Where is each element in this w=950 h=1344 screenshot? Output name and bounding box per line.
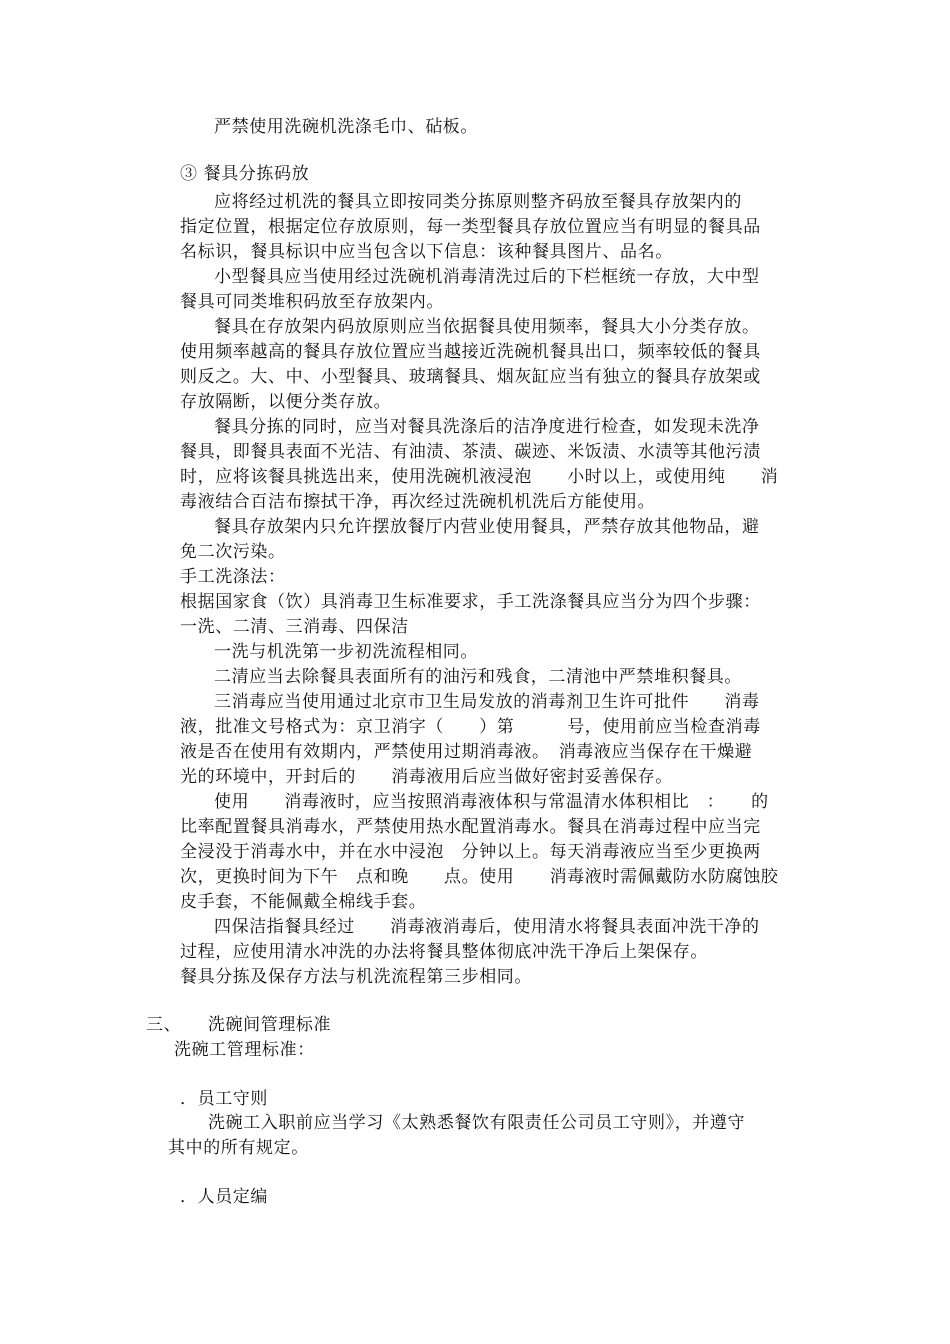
text-line: 应将经过机洗的餐具立即按同类分拣原则整齐码放至餐具存放架内的 (214, 192, 742, 212)
text-line: 毒液结合百洁布擦拭干净，再次经过洗碗机机洗后方能使用。 (180, 492, 656, 512)
text-line: 根据国家食（饮）具消毒卫生标准要求，手工洗涤餐具应当分为四个步骤： (180, 592, 761, 612)
text-line: 则反之。大、中、小型餐具、玻璃餐具、烟灰缸应当有独立的餐具存放架或 (180, 367, 761, 387)
text-line: 使用 消毒液时，应当按照消毒液体积与常温清水体积相比 ： 的 (214, 792, 769, 812)
text-line: 餐具可同类堆积码放至存放架内。 (180, 292, 444, 312)
text-line: 四保洁指餐具经过 消毒液消毒后，使用清水将餐具表面冲洗干净的 (214, 917, 760, 937)
text-line: 光的环境中，开封后的 消毒液用后应当做好密封妥善保存。 (180, 767, 673, 787)
text-line: 使用频率越高的餐具存放位置应当越接近洗碗机餐具出口，频率较低的餐具 (180, 342, 761, 362)
text-line: 餐具分拣及保存方法与机洗流程第三步相同。 (180, 967, 532, 987)
text-line: 液，批准文号格式为：京卫消字（ ）第 号，使用前应当检查消毒 (180, 717, 761, 737)
text-line: 严禁使用洗碗机洗涤毛巾、砧板。 (214, 117, 478, 137)
text-line: 名标识，餐具标识中应当包含以下信息：该种餐具图片、品名。 (180, 242, 673, 262)
list-item-heading: ．员工守则 (180, 1089, 268, 1109)
text-line: 一洗、二清、三消毒、四保洁 (180, 617, 409, 637)
text-line: 过程，应使用清水冲洗的办法将餐具整体彻底冲洗干净后上架保存。 (180, 942, 708, 962)
text-line: 其中的所有规定。 (168, 1138, 309, 1158)
text-line: 存放隔断，以便分类存放。 (180, 392, 392, 412)
text-line: 指定位置，根据定位存放原则，每一类型餐具存放位置应当有明显的餐具品 (180, 217, 761, 237)
text-line: 免二次污染。 (180, 542, 286, 562)
text-line: 餐具，即餐具表面不光洁、有油渍、茶渍、碳迹、米饭渍、水渍等其他污渍 (180, 442, 761, 462)
subheading: 洗碗工管理标准： (174, 1040, 315, 1060)
section-heading: 三、 洗碗间管理标准 (146, 1015, 332, 1035)
text-line: 二清应当去除餐具表面所有的油污和残食，二清池中严禁堆积餐具。 (214, 667, 742, 687)
text-line: 餐具存放架内只允许摆放餐厅内营业使用餐具，严禁存放其他物品，避 (214, 517, 760, 537)
text-line: 皮手套，不能佩戴全棉线手套。 (180, 892, 427, 912)
text-line: 全浸没于消毒水中，并在水中浸泡 分钟以上。每天消毒液应当至少更换两 (180, 842, 761, 862)
text-line: 小型餐具应当使用经过洗碗机消毒清洗过后的下栏框统一存放，大中型 (214, 267, 760, 287)
text-line: 洗碗工入职前应当学习《太熟悉餐饮有限责任公司员工守则》，并遵守 (208, 1113, 746, 1133)
text-line: 液是否在使用有效期内，严禁使用过期消毒液。 消毒液应当保存在干燥避 (180, 742, 753, 762)
text-line: 餐具分拣的同时，应当对餐具洗涤后的洁净度进行检查，如发现未洗净 (214, 417, 760, 437)
text-line: 比率配置餐具消毒水，严禁使用热水配置消毒水。餐具在消毒过程中应当完 (180, 817, 761, 837)
text-line: 三消毒应当使用通过北京市卫生局发放的消毒剂卫生许可批件 消毒 (214, 692, 760, 712)
text-line: 时，应将该餐具挑选出来，使用洗碗机液浸泡 小时以上，或使用纯 消 (180, 467, 779, 487)
text-line: 餐具在存放架内码放原则应当依据餐具使用频率，餐具大小分类存放。 (214, 317, 760, 337)
text-line: 次，更换时间为下午 点和晚 点。使用 消毒液时需佩戴防水防腐蚀胶 (180, 867, 779, 887)
section-heading: ③ 餐具分拣码放 (180, 164, 310, 184)
text-line: 一洗与机洗第一步初洗流程相同。 (214, 642, 478, 662)
list-item-heading: ．人员定编 (180, 1187, 268, 1207)
subheading: 手工洗涤法： (180, 567, 286, 587)
